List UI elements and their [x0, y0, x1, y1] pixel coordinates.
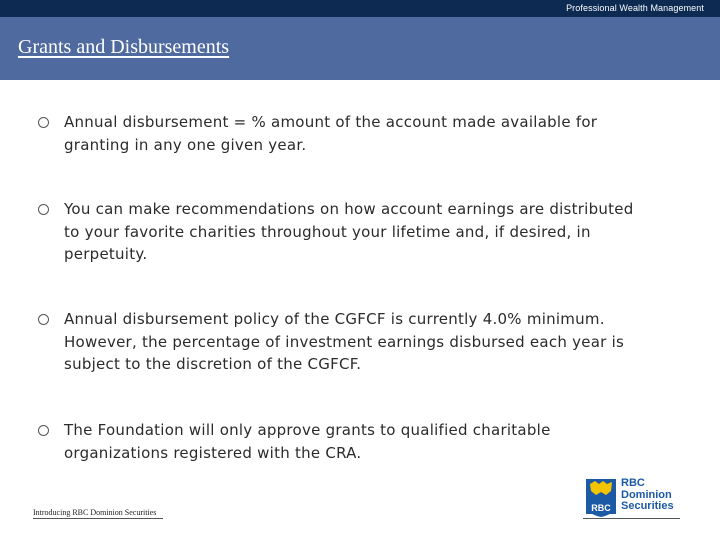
- title-bar: [0, 17, 720, 80]
- logo-line-2: Dominion: [621, 488, 672, 501]
- bullet-item: [38, 198, 648, 266]
- logo-divider: [583, 518, 680, 519]
- header-tagline: Professional Wealth Management: [566, 3, 704, 13]
- rbc-logo: [583, 478, 683, 520]
- bullet-text: Annual disbursement = % amount of the account made available for granting in any one given year.: [64, 113, 598, 154]
- logo-line-1: RBC: [621, 477, 645, 489]
- bullet-circle-icon: [38, 314, 49, 325]
- footer-divider: [33, 518, 163, 519]
- bullet-text: You can make recommendations on how account earnings are distributed to your favorite charities throughout your lifetime and, if desired, in perpetuity.: [64, 200, 634, 263]
- bullet-text: The Foundation will only approve grants to qualified charitable organizations registered with the CRA.: [64, 421, 551, 462]
- header-strip: [0, 0, 720, 17]
- bullet-circle-icon: [38, 204, 49, 215]
- bullet-text: Annual disbursement policy of the CGFCF is currently 4.0% minimum. However, the percentage of investment earnings disbursed each year is subject to the discretion of the CGFCF.: [64, 310, 625, 373]
- bullet-item: [38, 419, 648, 464]
- bullet-item: [38, 111, 648, 156]
- rbc-shield-icon: [585, 478, 617, 518]
- logo-line-3: Securities: [621, 500, 674, 512]
- logo-shield-text: RBC: [591, 503, 611, 513]
- logo-wordmark: [621, 478, 674, 513]
- footer-caption: Introducing RBC Dominion Securities: [33, 508, 157, 517]
- bullet-circle-icon: [38, 117, 49, 128]
- bullet-item: [38, 308, 648, 376]
- slide-title: Grants and Disbursements: [18, 36, 230, 58]
- bullet-circle-icon: [38, 425, 49, 436]
